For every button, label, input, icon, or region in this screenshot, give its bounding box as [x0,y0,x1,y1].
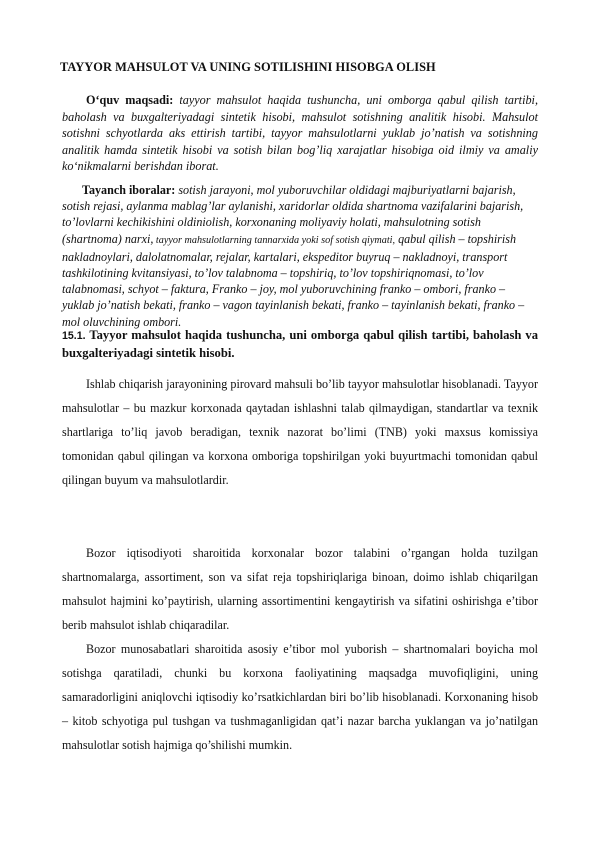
learning-goal-label: O‘quv maqsadi: [86,93,174,107]
learning-goal-text: tayyor mahsulot haqida tushuncha, uni omborga qabul qilish tartibi, baholash va buxgalteriyadagi sintetik hisobi, mahsulot sotishning analitik hisobi. Mahsulot sotishni schyotlarda aks ettirish tartibi, tayyor mahsulotlarni yuklab jo’natish va sotishning analitik hamda sintetik hisobi va sotish bilan bog’liq xarajatlar hisobiga oid ilmiy va amaliy ko‘nikmalarni berishdan iborat. [62,93,538,174]
section-heading [62,327,538,362]
body-paragraph-1: Ishlab chiqarish jarayonining pirovard mahsuli bo’lib tayyor mahsulotlar hisoblanadi. Tayyor mahsulotlar – bu mazkur korxonada qaytadan ishlashni talab qilmaydigan, standartlar va texnik shartlariga to’liq javob beradigan, texnik nazorat bo’limi (TNB) yoki maxsus komissiya tomonidan qabul qilingan va korxona omboriga topshirilgan yoki buyurtmachi tomonidan qabul qilingan buyum va mahsulotlardir. [62,377,538,488]
keywords-text-part-2: qabul qilish – topshirish nakladnoylari, dalolatnomalar, rejalar, kartalari, ekspeditor buyruq – nakladnoyi, transport tashkilotining kvitansiyasi, to’lov talabnoma – topshiriq, to’lov topshiriqnomasi, to’lov talabnomasi, schyot – faktura, Franko – joy, mol yuboruvchining franko – ombori, franko – yuklab jo’natish bekati, franko – vagon tayinlanish bekati, franko – tayinlanish bekati, franko – mol oluvchining ombori. [62,231,525,329]
learning-goal-paragraph [62,92,538,175]
document-title: TAYYOR MAHSULOT VA UNING SOTILISHINI HISOBGA OLISH [60,60,436,74]
keywords-paragraph [62,182,538,330]
section-number: 15.1. [62,330,86,342]
keywords-text-small: tayyor mahsulotlarning tannarxida yoki sof sotish qiymati, [153,234,396,246]
section-heading-text: Tayyor mahsulot haqida tushuncha, uni omborga qabul qilish tartibi, baholash va buxgalteriyadagi sintetik hisobi. [62,328,538,360]
body-paragraph-2: Bozor iqtisodiyoti sharoitida korxonalar bozor talabini o’rgangan holda tuzilgan shartnomalarga, assortiment, son va sifat reja topshiriqlariga binoan, doimo ishlab chiqarilgan mahsulot hajmini ko’paytirish, ularning assortimentini kengaytirish va sifatini oshirishga e’tibor berib mahsulot ishlab chiqaradilar. [62,546,538,633]
body-paragraph-3: Bozor munosabatlari sharoitida asosiy e’tibor mol yuborish – shartnomalari boyicha mol sotishga qaratiladi, chunki bu korxona faoliyatining maqsadga muvofiqligini, uning samaradorligini aniqlovchi iqtisodiy ko’rsatkichlardan biri bo’lib hisoblanadi. Korxonaning hisob – kitob schyotiga pul tushgan va tushmaganligidan qat’i nazar barcha yuklangan va jo’natilgan mahsulotlar sotish hajmiga qo’shilishi mumkin. [62,642,538,753]
keywords-text-part-1: sotish jarayoni, mol yuboruvchilar oldidagi majburiyatlarni bajarish, sotish rejasi, aylanma mablag’lar aylanishi, xaridorlar oldida shartnoma vazifalarini bajarish, to’lovlarni kechikishini oldiniolish, korxonaning moliyaviy holati, mahsulotning sotish (shartnoma) narxi, [62,183,524,246]
keywords-label: Tayanch iboralar: [82,183,176,197]
